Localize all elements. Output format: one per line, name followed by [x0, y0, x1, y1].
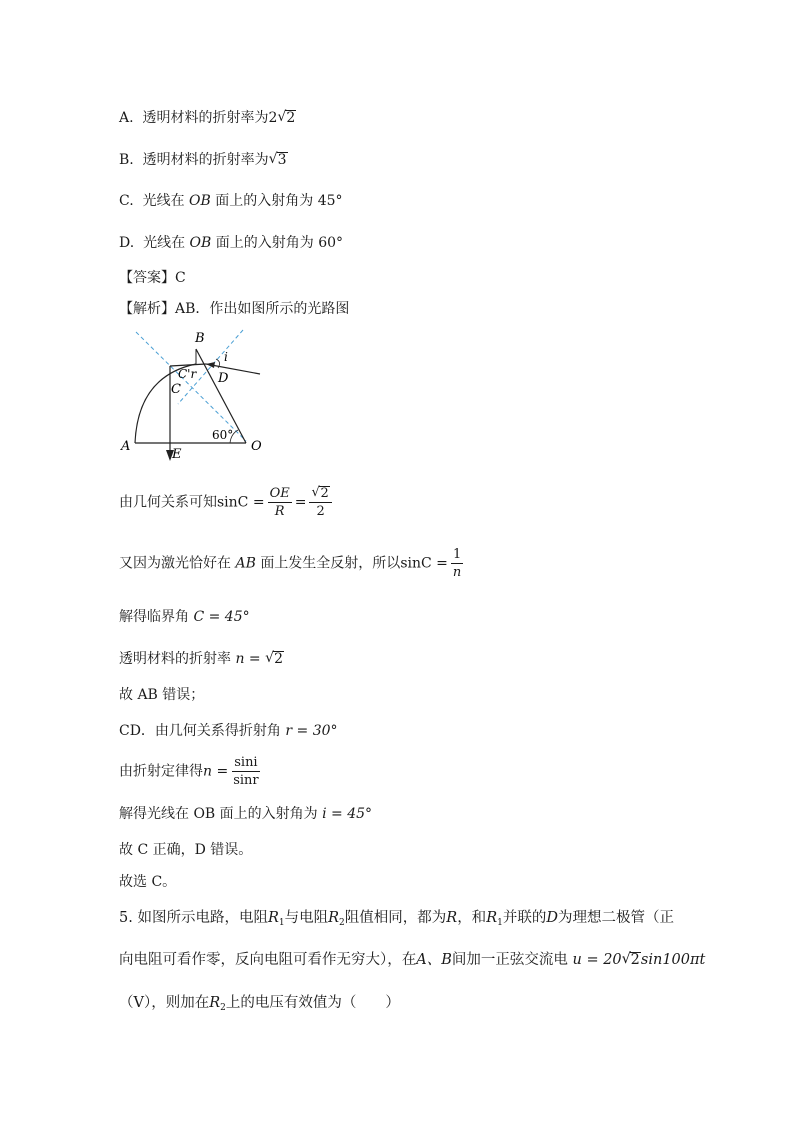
analysis-line-4: 透明材料的折射率 n = √ 2	[119, 649, 284, 669]
option-a[interactable]: A. 透明材料的折射率为2√ 2	[119, 108, 296, 128]
answer-line	[119, 268, 186, 288]
analysis-line-10: 故选 C。	[119, 874, 177, 890]
label-A: A	[121, 439, 131, 454]
analysis-line-6: CD．由几何关系得折射角 r = 30°	[119, 723, 338, 739]
question-5-line-1: 5. 如图所示电路，电阻$R_1$与电阻$R_2$阻值相同，都为R，和$R_1$并联的D为理想二极管（正	[119, 910, 674, 928]
analysis-intro: 【解析】AB．作出如图所示的光路图	[119, 301, 350, 317]
analysis-line-1: 由几何关系可知sinC = $\frac{OE}{R}$ = √ $\frac{2}{2}$	[119, 485, 335, 520]
question-number: 5.	[119, 910, 133, 926]
analysis-line-8: 解得光线在 OB 面上的入射角为 i = 45°	[119, 806, 373, 822]
analysis-line-9: 故 C 正确，D 错误。	[119, 842, 253, 858]
label-Cr: C'r	[178, 367, 197, 381]
answer-value: C	[175, 270, 186, 286]
option-d[interactable]: D. 光线在 OB 面上的入射角为 60°	[119, 235, 344, 251]
question-5-line-3: （V），则加在$R_2$上的电压有效值为（ ）	[119, 995, 400, 1013]
light-path-figure	[118, 326, 268, 466]
label-E: E	[172, 447, 182, 462]
answer-tag: 【答案】	[119, 270, 175, 286]
label-B: B	[195, 331, 205, 346]
label-60: 60°	[212, 428, 234, 442]
analysis-line-3: 解得临界角 C = 45°	[119, 609, 250, 625]
option-b[interactable]: B. 透明材料的折射率为√ 3	[119, 150, 288, 170]
option-c[interactable]: C. 光线在 OB 面上的入射角为 45°	[119, 193, 343, 209]
dashed-line-1	[136, 332, 246, 441]
label-D: D	[218, 371, 229, 386]
label-O: O	[251, 439, 262, 454]
sqrt-3: √ 3	[269, 150, 288, 170]
question-5-line-2: 向电阻可看作零，反向电阻可看作无穷大），在A、B间加一正弦交流电 u = 20√ 2sin100πt	[119, 950, 705, 970]
label-i: i	[224, 350, 228, 364]
analysis-line-7: 由折射定律得n = $\frac{\sin i}{\sin r}$	[119, 755, 259, 788]
analysis-tag: 【解析】	[119, 301, 175, 317]
analysis-line-5: 故 AB 错误；	[119, 687, 205, 703]
sqrt-2: √ 2	[277, 108, 296, 128]
label-C: C	[171, 382, 181, 397]
analysis-line-2: 又因为激光恰好在 AB 面上发生全反射，所以sinC = $\frac{1}{n}$	[119, 547, 462, 580]
